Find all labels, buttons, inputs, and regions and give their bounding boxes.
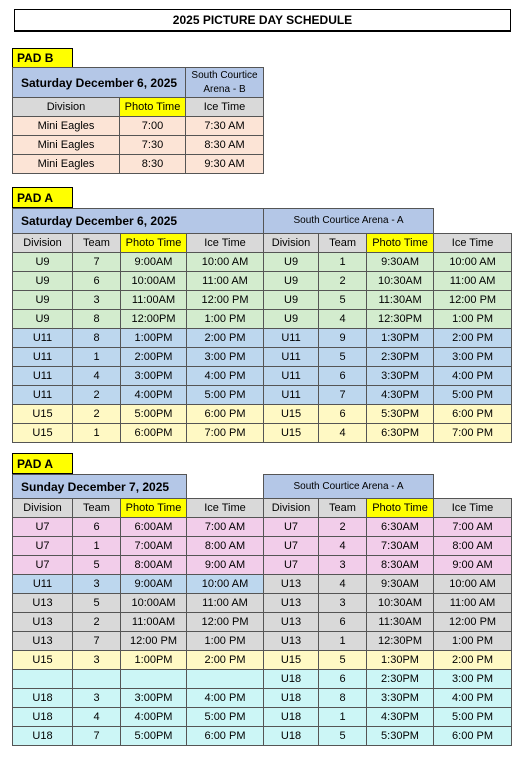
ice-time-cell: 7:00 PM bbox=[187, 424, 264, 443]
ice-time-cell: 8:30 AM bbox=[186, 136, 264, 155]
photo-time-cell: 12:00PM bbox=[121, 310, 187, 329]
team-cell: 2 bbox=[319, 272, 367, 291]
ice-time-cell: 2:00 PM bbox=[434, 651, 512, 670]
ice-time-cell: 12:00 PM bbox=[187, 613, 264, 632]
team-cell: 6 bbox=[319, 405, 367, 424]
ice-time-cell: 5:00 PM bbox=[187, 708, 264, 727]
team-cell: 7 bbox=[319, 386, 367, 405]
team-cell: 6 bbox=[73, 272, 121, 291]
division-cell: U9 bbox=[264, 272, 319, 291]
pad-a-sunday-arena: South Courtice Arena - A bbox=[264, 475, 434, 499]
team-cell: 5 bbox=[319, 348, 367, 367]
division-cell: U15 bbox=[13, 424, 73, 443]
photo-time-cell: 12:30PM bbox=[367, 310, 434, 329]
table-row bbox=[13, 632, 512, 651]
ice-time-cell: 10:00 AM bbox=[434, 253, 512, 272]
photo-time-cell: 7:30 bbox=[120, 136, 186, 155]
blank-cell bbox=[187, 475, 264, 499]
division-cell: U11 bbox=[13, 329, 73, 348]
team-cell: 5 bbox=[319, 651, 367, 670]
pad-a-saturday-label: PAD A bbox=[12, 187, 73, 208]
division-cell: U9 bbox=[264, 291, 319, 310]
ice-time-cell: 11:00 AM bbox=[434, 272, 512, 291]
photo-time-cell: 2:30PM bbox=[367, 348, 434, 367]
division-cell: Mini Eagles bbox=[13, 136, 120, 155]
pad-b-date: Saturday December 6, 2025 bbox=[13, 68, 186, 98]
division-cell: U7 bbox=[13, 556, 73, 575]
ice-time-cell: 7:30 AM bbox=[186, 117, 264, 136]
division-cell: Mini Eagles bbox=[13, 155, 120, 174]
team-cell: 6 bbox=[73, 518, 121, 537]
division-cell: U18 bbox=[13, 708, 73, 727]
division-cell: U9 bbox=[13, 291, 73, 310]
team-cell bbox=[73, 670, 121, 689]
division-cell: U9 bbox=[13, 272, 73, 291]
photo-time-cell: 9:30AM bbox=[367, 575, 434, 594]
table-row bbox=[13, 155, 264, 174]
column-header: Photo Time bbox=[121, 499, 187, 518]
division-cell: U11 bbox=[13, 367, 73, 386]
ice-time-cell: 1:00 PM bbox=[434, 310, 512, 329]
division-cell: U13 bbox=[264, 613, 319, 632]
ice-time-cell: 9:00 AM bbox=[187, 556, 264, 575]
table-row bbox=[13, 537, 512, 556]
ice-time-cell: 6:00 PM bbox=[187, 405, 264, 424]
team-cell: 6 bbox=[319, 367, 367, 386]
column-header: Ice Time bbox=[434, 499, 512, 518]
table-row bbox=[13, 594, 512, 613]
division-cell: U9 bbox=[264, 253, 319, 272]
ice-time-cell: 10:00 AM bbox=[187, 575, 264, 594]
photo-time-cell: 10:30AM bbox=[367, 594, 434, 613]
team-cell: 3 bbox=[319, 594, 367, 613]
division-cell: U15 bbox=[264, 651, 319, 670]
team-cell: 7 bbox=[73, 632, 121, 651]
photo-time-cell: 10:30AM bbox=[367, 272, 434, 291]
ice-time-cell: 7:00 AM bbox=[187, 518, 264, 537]
ice-time-cell: 12:00 PM bbox=[187, 291, 264, 310]
table-row bbox=[13, 575, 512, 594]
table-row bbox=[13, 405, 512, 424]
team-cell: 4 bbox=[73, 708, 121, 727]
table-row bbox=[13, 367, 512, 386]
division-cell: U13 bbox=[264, 594, 319, 613]
division-cell: U18 bbox=[264, 708, 319, 727]
ice-time-cell: 1:00 PM bbox=[187, 632, 264, 651]
photo-time-cell: 4:00PM bbox=[121, 386, 187, 405]
table-row bbox=[13, 386, 512, 405]
photo-time-cell: 12:00 PM bbox=[121, 632, 187, 651]
photo-time-cell: 2:30PM bbox=[367, 670, 434, 689]
table-row bbox=[13, 689, 512, 708]
ice-time-cell: 12:00 PM bbox=[434, 291, 512, 310]
column-header: Division bbox=[264, 234, 319, 253]
table-row bbox=[13, 310, 512, 329]
ice-time-cell: 5:00 PM bbox=[434, 708, 512, 727]
table-row bbox=[13, 117, 264, 136]
ice-time-cell: 3:00 PM bbox=[434, 348, 512, 367]
division-cell: U11 bbox=[13, 348, 73, 367]
photo-time-cell: 6:00PM bbox=[121, 424, 187, 443]
ice-time-cell: 2:00 PM bbox=[187, 329, 264, 348]
division-cell: U15 bbox=[264, 424, 319, 443]
team-cell: 6 bbox=[319, 613, 367, 632]
photo-time-cell: 3:30PM bbox=[367, 689, 434, 708]
ice-time-cell: 4:00 PM bbox=[187, 367, 264, 386]
pad-a-saturday-arena: South Courtice Arena - A bbox=[264, 209, 434, 234]
column-header: Photo Time bbox=[367, 499, 434, 518]
team-cell: 2 bbox=[73, 613, 121, 632]
team-cell: 8 bbox=[73, 310, 121, 329]
photo-time-cell: 3:00PM bbox=[121, 689, 187, 708]
column-header: Team bbox=[73, 234, 121, 253]
photo-time-cell: 7:00AM bbox=[121, 537, 187, 556]
pad-a-sunday-label: PAD A bbox=[12, 453, 73, 474]
photo-time-cell: 10:00AM bbox=[121, 594, 187, 613]
ice-time-cell: 7:00 PM bbox=[434, 424, 512, 443]
column-header: Division bbox=[264, 499, 319, 518]
team-cell: 5 bbox=[73, 556, 121, 575]
photo-time-cell: 6:30PM bbox=[367, 424, 434, 443]
division-cell: U9 bbox=[13, 310, 73, 329]
table-row bbox=[13, 518, 512, 537]
table-row bbox=[13, 727, 512, 746]
ice-time-cell: 6:00 PM bbox=[434, 405, 512, 424]
division-cell: U7 bbox=[13, 537, 73, 556]
ice-time-cell: 4:00 PM bbox=[434, 689, 512, 708]
photo-time-cell: 11:00AM bbox=[121, 613, 187, 632]
team-cell: 1 bbox=[319, 708, 367, 727]
team-cell: 3 bbox=[73, 291, 121, 310]
photo-time-cell bbox=[121, 670, 187, 689]
team-cell: 1 bbox=[73, 348, 121, 367]
team-cell: 5 bbox=[319, 291, 367, 310]
photo-time-cell: 4:30PM bbox=[367, 386, 434, 405]
team-cell: 1 bbox=[319, 253, 367, 272]
photo-time-cell: 3:00PM bbox=[121, 367, 187, 386]
team-cell: 3 bbox=[73, 689, 121, 708]
division-cell: U13 bbox=[264, 632, 319, 651]
column-header: Division bbox=[13, 98, 120, 117]
photo-time-cell: 1:30PM bbox=[367, 329, 434, 348]
division-cell: U15 bbox=[13, 405, 73, 424]
ice-time-cell: 11:00 AM bbox=[434, 594, 512, 613]
column-header: Division bbox=[13, 499, 73, 518]
ice-time-cell: 3:00 PM bbox=[434, 670, 512, 689]
team-cell: 4 bbox=[319, 310, 367, 329]
photo-time-cell: 1:00PM bbox=[121, 329, 187, 348]
division-cell: U15 bbox=[13, 651, 73, 670]
division-cell: U11 bbox=[264, 329, 319, 348]
photo-time-cell: 9:00AM bbox=[121, 575, 187, 594]
pad-a-saturday-date: Saturday December 6, 2025 bbox=[13, 209, 264, 234]
team-cell: 1 bbox=[73, 424, 121, 443]
photo-time-cell: 11:30AM bbox=[367, 613, 434, 632]
ice-time-cell: 5:00 PM bbox=[187, 386, 264, 405]
ice-time-cell: 6:00 PM bbox=[434, 727, 512, 746]
team-cell: 7 bbox=[73, 253, 121, 272]
photo-time-cell: 11:00AM bbox=[121, 291, 187, 310]
column-header: Team bbox=[319, 499, 367, 518]
team-cell: 2 bbox=[73, 405, 121, 424]
table-row bbox=[13, 348, 512, 367]
division-cell: U9 bbox=[13, 253, 73, 272]
column-header: Photo Time bbox=[367, 234, 434, 253]
table-row bbox=[13, 253, 512, 272]
photo-time-cell: 2:00PM bbox=[121, 348, 187, 367]
table-row bbox=[13, 424, 512, 443]
photo-time-cell: 9:30AM bbox=[367, 253, 434, 272]
ice-time-cell: 8:00 AM bbox=[187, 537, 264, 556]
page-title: 2025 PICTURE DAY SCHEDULE bbox=[14, 9, 511, 32]
column-header: Division bbox=[13, 234, 73, 253]
table-row bbox=[13, 613, 512, 632]
photo-time-cell: 6:00AM bbox=[121, 518, 187, 537]
ice-time-cell: 1:00 PM bbox=[187, 310, 264, 329]
photo-time-cell: 5:30PM bbox=[367, 727, 434, 746]
ice-time-cell: 6:00 PM bbox=[187, 727, 264, 746]
table-row bbox=[13, 670, 512, 689]
photo-time-cell: 5:00PM bbox=[121, 405, 187, 424]
photo-time-cell: 7:00 bbox=[120, 117, 186, 136]
ice-time-cell: 11:00 AM bbox=[187, 594, 264, 613]
pad-a-saturday-table bbox=[12, 208, 512, 443]
ice-time-cell: 3:00 PM bbox=[187, 348, 264, 367]
ice-time-cell: 2:00 PM bbox=[434, 329, 512, 348]
division-cell: U18 bbox=[264, 689, 319, 708]
column-header: Team bbox=[73, 499, 121, 518]
team-cell: 7 bbox=[73, 727, 121, 746]
photo-time-cell: 12:30PM bbox=[367, 632, 434, 651]
team-cell: 4 bbox=[73, 367, 121, 386]
photo-time-cell: 5:00PM bbox=[121, 727, 187, 746]
photo-time-cell: 1:00PM bbox=[121, 651, 187, 670]
table-row bbox=[13, 556, 512, 575]
photo-time-cell: 8:00AM bbox=[121, 556, 187, 575]
team-cell: 2 bbox=[73, 386, 121, 405]
team-cell: 1 bbox=[319, 632, 367, 651]
division-cell: U7 bbox=[13, 518, 73, 537]
photo-time-cell: 8:30AM bbox=[367, 556, 434, 575]
photo-time-cell: 1:30PM bbox=[367, 651, 434, 670]
table-row bbox=[13, 291, 512, 310]
photo-time-cell: 4:00PM bbox=[121, 708, 187, 727]
team-cell: 8 bbox=[73, 329, 121, 348]
division-cell: U15 bbox=[264, 405, 319, 424]
division-cell: U11 bbox=[13, 575, 73, 594]
column-header: Team bbox=[319, 234, 367, 253]
division-cell: U18 bbox=[264, 727, 319, 746]
division-cell: U13 bbox=[13, 594, 73, 613]
photo-time-cell: 6:30AM bbox=[367, 518, 434, 537]
pad-a-sunday-table bbox=[12, 474, 512, 746]
team-cell: 8 bbox=[319, 689, 367, 708]
ice-time-cell: 5:00 PM bbox=[434, 386, 512, 405]
division-cell: U7 bbox=[264, 537, 319, 556]
table-row bbox=[13, 272, 512, 291]
team-cell: 9 bbox=[319, 329, 367, 348]
table-row bbox=[13, 329, 512, 348]
ice-time-cell: 7:00 AM bbox=[434, 518, 512, 537]
division-cell: U18 bbox=[13, 727, 73, 746]
ice-time-cell: 4:00 PM bbox=[187, 689, 264, 708]
ice-time-cell: 2:00 PM bbox=[187, 651, 264, 670]
division-cell bbox=[13, 670, 73, 689]
photo-time-cell: 9:00AM bbox=[121, 253, 187, 272]
column-header: Photo Time bbox=[120, 98, 186, 117]
ice-time-cell: 10:00 AM bbox=[187, 253, 264, 272]
photo-time-cell: 10:00AM bbox=[121, 272, 187, 291]
table-row bbox=[13, 136, 264, 155]
division-cell: U7 bbox=[264, 556, 319, 575]
column-header: Photo Time bbox=[121, 234, 187, 253]
table-row bbox=[13, 708, 512, 727]
column-header: Ice Time bbox=[434, 234, 512, 253]
column-header: Ice Time bbox=[186, 98, 264, 117]
pad-b-label: PAD B bbox=[12, 48, 73, 68]
column-header: Ice Time bbox=[187, 234, 264, 253]
team-cell: 4 bbox=[319, 537, 367, 556]
photo-time-cell: 4:30PM bbox=[367, 708, 434, 727]
team-cell: 3 bbox=[73, 575, 121, 594]
division-cell: Mini Eagles bbox=[13, 117, 120, 136]
team-cell: 5 bbox=[73, 594, 121, 613]
division-cell: U11 bbox=[264, 367, 319, 386]
division-cell: U13 bbox=[264, 575, 319, 594]
team-cell: 3 bbox=[73, 651, 121, 670]
team-cell: 6 bbox=[319, 670, 367, 689]
ice-time-cell: 9:30 AM bbox=[186, 155, 264, 174]
team-cell: 1 bbox=[73, 537, 121, 556]
pad-b-table bbox=[12, 67, 264, 174]
division-cell: U13 bbox=[13, 613, 73, 632]
blank-cell bbox=[434, 209, 512, 234]
table-row bbox=[13, 651, 512, 670]
ice-time-cell: 4:00 PM bbox=[434, 367, 512, 386]
photo-time-cell: 11:30AM bbox=[367, 291, 434, 310]
photo-time-cell: 7:30AM bbox=[367, 537, 434, 556]
ice-time-cell: 9:00 AM bbox=[434, 556, 512, 575]
division-cell: U9 bbox=[264, 310, 319, 329]
ice-time-cell: 8:00 AM bbox=[434, 537, 512, 556]
division-cell: U11 bbox=[264, 386, 319, 405]
division-cell: U13 bbox=[13, 632, 73, 651]
division-cell: U7 bbox=[264, 518, 319, 537]
division-cell: U18 bbox=[13, 689, 73, 708]
team-cell: 2 bbox=[319, 518, 367, 537]
photo-time-cell: 3:30PM bbox=[367, 367, 434, 386]
ice-time-cell: 12:00 PM bbox=[434, 613, 512, 632]
division-cell: U11 bbox=[264, 348, 319, 367]
photo-time-cell: 5:30PM bbox=[367, 405, 434, 424]
column-header: Ice Time bbox=[187, 499, 264, 518]
ice-time-cell: 1:00 PM bbox=[434, 632, 512, 651]
ice-time-cell: 11:00 AM bbox=[187, 272, 264, 291]
pad-a-sunday-date: Sunday December 7, 2025 bbox=[13, 475, 187, 499]
team-cell: 5 bbox=[319, 727, 367, 746]
ice-time-cell: 10:00 AM bbox=[434, 575, 512, 594]
division-cell: U11 bbox=[13, 386, 73, 405]
blank-cell bbox=[434, 475, 512, 499]
team-cell: 3 bbox=[319, 556, 367, 575]
ice-time-cell bbox=[187, 670, 264, 689]
pad-b-arena: South Courtice Arena - B bbox=[186, 68, 264, 98]
photo-time-cell: 8:30 bbox=[120, 155, 186, 174]
team-cell: 4 bbox=[319, 424, 367, 443]
division-cell: U18 bbox=[264, 670, 319, 689]
team-cell: 4 bbox=[319, 575, 367, 594]
